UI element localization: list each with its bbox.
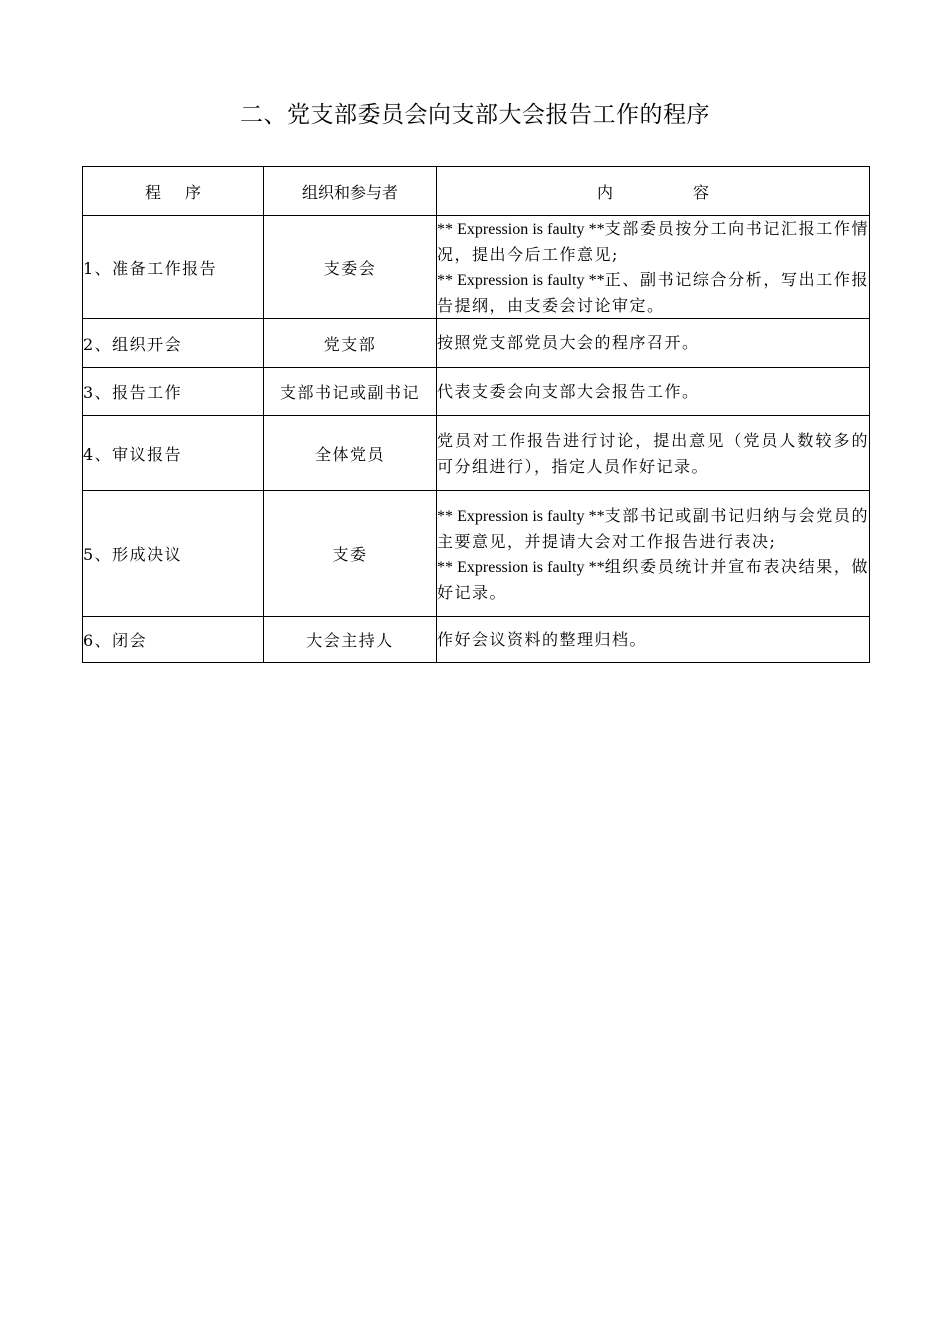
- content-line: [437, 503, 869, 554]
- table-row: [83, 416, 870, 491]
- procedure-table: [82, 166, 870, 663]
- content-text: 支部书记或副书记归纳与会党员的主要意见，并提请大会对工作报告进行表决;: [437, 505, 869, 551]
- org-cell: 大会主持人: [264, 617, 437, 663]
- step-cell: 1、准备工作报告: [83, 216, 264, 319]
- content-line: [437, 267, 869, 318]
- content-text: 作好会议资料的整理归档。: [437, 629, 648, 649]
- content-cell: [437, 491, 870, 617]
- content-text: 支部委员按分工向书记汇报工作情况，提出今后工作意见;: [437, 219, 869, 264]
- table-row: [83, 491, 870, 617]
- header-step: 程序: [83, 167, 264, 216]
- table-row: [83, 216, 870, 319]
- step-cell: 6、闭会: [83, 617, 264, 663]
- page-title: 二、党支部委员会向支部大会报告工作的程序: [240, 102, 710, 128]
- content-line: [437, 379, 869, 405]
- content-text: 按照党支部党员大会的程序召开。: [437, 333, 700, 352]
- content-line: [437, 330, 869, 356]
- content-cell: [437, 368, 870, 416]
- table-row: [83, 617, 870, 663]
- org-cell: 全体党员: [264, 416, 437, 491]
- org-cell: 支委: [264, 491, 437, 617]
- content-text: 组织委员统计并宣布表决结果，做好记录。: [437, 556, 869, 602]
- content-cell: [437, 416, 870, 491]
- step-cell: 3、报告工作: [83, 368, 264, 416]
- expression-error-text: ** Expression is faulty **: [437, 558, 605, 576]
- expression-error-text: ** Expression is faulty **: [437, 221, 605, 238]
- table-row: [83, 368, 870, 416]
- header-org: 组织和参与者: [264, 167, 437, 216]
- header-content: 内容: [437, 167, 870, 216]
- content-text: 代表支委会向支部大会报告工作。: [437, 381, 700, 401]
- content-line: [437, 216, 869, 267]
- content-line: [437, 428, 869, 479]
- step-cell: 2、组织开会: [83, 319, 264, 368]
- org-cell: 党支部: [264, 319, 437, 368]
- expression-error-text: ** Expression is faulty **: [437, 507, 605, 525]
- content-cell: [437, 617, 870, 663]
- table-row: [83, 319, 870, 368]
- content-line: [437, 554, 869, 605]
- content-text: 正、副书记综合分析，写出工作报告提纲，由支委会讨论审定。: [437, 270, 869, 315]
- org-cell: 支部书记或副书记: [264, 368, 437, 416]
- content-text: 党员对工作报告进行讨论，提出意见（党员人数较多的可分组进行），指定人员作好记录。: [437, 430, 869, 476]
- step-cell: 5、形成决议: [83, 491, 264, 617]
- content-cell: [437, 319, 870, 368]
- content-line: [437, 627, 869, 653]
- expression-error-text: ** Expression is faulty **: [437, 272, 605, 289]
- org-cell: 支委会: [264, 216, 437, 319]
- step-cell: 4、审议报告: [83, 416, 264, 491]
- table-header-row: [83, 167, 870, 216]
- content-cell: [437, 216, 870, 319]
